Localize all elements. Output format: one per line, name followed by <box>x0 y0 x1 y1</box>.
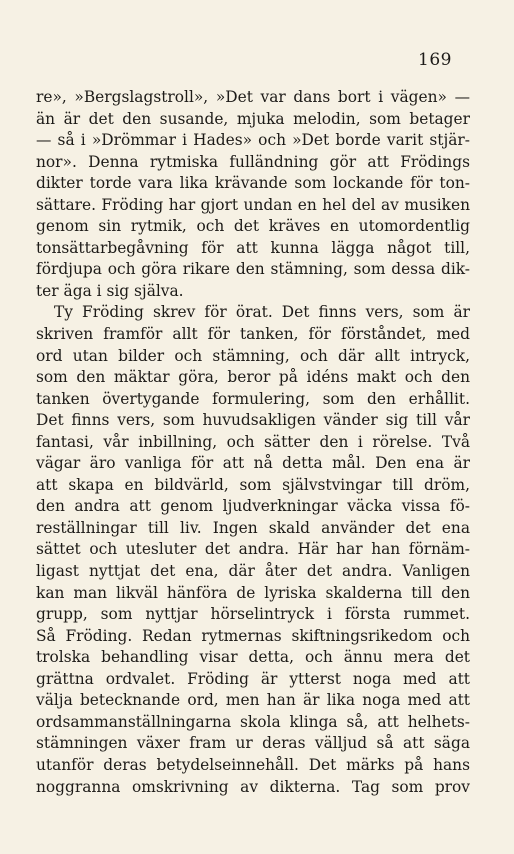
text-line: den andra att genom ljudverkningar väcka vissa fö- <box>36 497 470 516</box>
text-line: stämningen växer fram ur deras välljud så att säga <box>36 734 470 753</box>
text-line: utanför deras betydelseinnehåll. Det märks på hans <box>36 755 470 774</box>
text-line: som den mäktar göra, beror på idéns makt och den <box>36 368 470 387</box>
text-line: ligast nyttjat det ena, där åter det andra. Vanligen <box>36 562 470 581</box>
text-line: — så i »Drömmar i Hades» och »Det borde varit stjär- <box>36 131 470 150</box>
text-line: kan man likväl hänföra de lyriska skalderna till den <box>36 583 470 602</box>
text-line: noggranna omskrivning av dikterna. Tag som prov <box>36 777 470 796</box>
text-line: grättna ordvalet. Fröding är ytterst noga med att <box>36 669 470 688</box>
text-line: genom sin rytmik, och det kräves en utomordentlig <box>36 217 470 236</box>
text-line: fördjupa och göra rikare den stämning, som dessa dik- <box>36 260 470 279</box>
text-line: ord utan bilder och stämning, och där allt intryck, <box>36 346 470 365</box>
body-text <box>36 87 470 798</box>
text-line: reställningar till liv. Ingen skald använder det ena <box>36 518 470 537</box>
text-line: sättet och utesluter det andra. Här har han förnäm- <box>36 540 470 559</box>
text-line: vägar äro vanliga för att nå detta mål. Den ena är <box>36 454 470 473</box>
text-line: välja betecknande ord, men han är lika noga med att <box>36 691 470 710</box>
text-line: skriven framför allt för tanken, för förståndet, med <box>36 325 470 344</box>
text-line: Ty Fröding skrev för örat. Det finns vers, som är <box>54 303 470 322</box>
text-line: tanken övertygande formulering, som den erhållit. <box>36 389 470 408</box>
text-line: dikter torde vara lika krävande som lockande för ton- <box>36 174 470 193</box>
text-line: sättare. Fröding har gjort undan en hel del av musiken <box>36 195 470 214</box>
text-line: än är det den susande, mjuka melodin, som betager <box>36 109 470 128</box>
text-line: tonsättarbegåvning för att kunna lägga något till, <box>36 238 470 257</box>
text-line: Så Fröding. Redan rytmernas skiftningsrikedom och <box>36 626 470 645</box>
page-number: 169 <box>418 50 452 70</box>
text-line: grupp, som nyttjar hörselintryck i första rummet. <box>36 605 470 624</box>
text-line: fantasi, vår inbillning, och sätter den i rörelse. Två <box>36 432 470 451</box>
text-line: ordsammanställningarna skola klinga så, att helhets- <box>36 712 470 731</box>
text-line: nor». Denna rytmiska fulländning gör att Frödings <box>36 152 470 171</box>
text-line: re», »Bergslagstroll», »Det var dans bort i vägen» — <box>36 88 470 106</box>
text-line: ter äga i sig själva. <box>36 281 184 300</box>
text-line: trolska behandling visar detta, och ännu mera det <box>36 648 470 667</box>
text-line: att skapa en bildvärld, som självstvingar till dröm, <box>36 475 470 494</box>
text-line: Det finns vers, som huvudsakligen vänder sig till vår <box>36 411 470 430</box>
